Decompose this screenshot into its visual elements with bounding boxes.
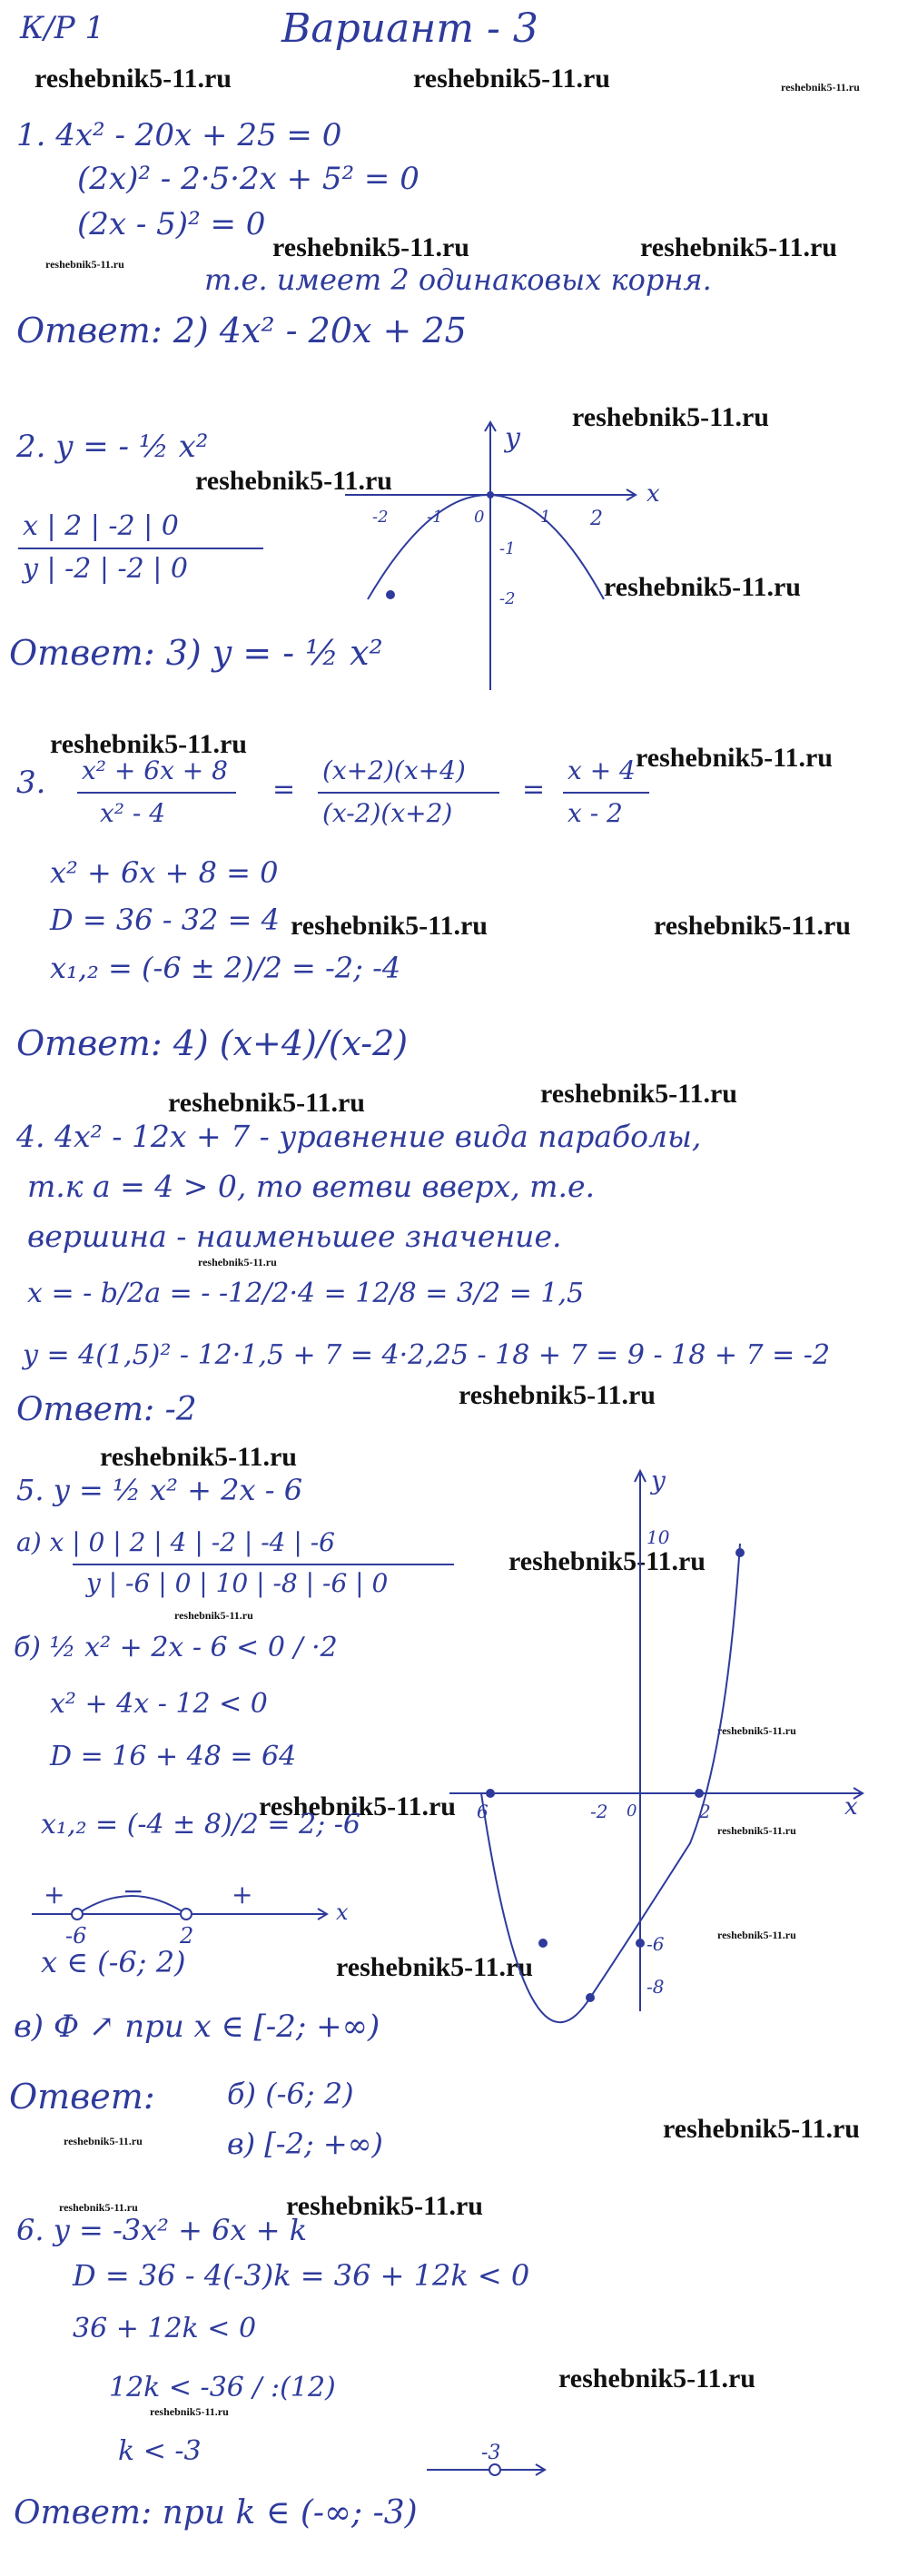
watermark: reshebnik5-11.ru [259, 1791, 456, 1821]
task5-interval: x ∈ (-6; 2) [41, 1945, 186, 1979]
watermark: reshebnik5-11.ru [198, 1256, 277, 1268]
task6-point [489, 2464, 500, 2475]
task3-frac2-top: (x+2)(x+4) [322, 755, 466, 785]
task2-x-label: x [646, 480, 660, 508]
watermark: reshebnik5-11.ru [195, 466, 392, 496]
task2-tick: -1 [427, 508, 443, 527]
task5-tick: -8 [646, 1976, 665, 1998]
task5-tick: 6 [477, 1801, 489, 1822]
task6-answer: Ответ: при k ∈ (-∞; -3) [14, 2494, 418, 2532]
task4-line2: т.к a = 4 > 0, то ветви вверх, т.е. [27, 1169, 595, 1204]
task1-line4: т.е. имеет 2 одинаковых корня. [204, 262, 712, 297]
sign-point-label: 2 [180, 1923, 194, 1949]
task5-answer-v: в) [-2; +∞) [227, 2127, 383, 2161]
watermark: reshebnik5-11.ru [717, 1724, 796, 1737]
task2-answer: Ответ: 3) y = - ½ x² [9, 633, 383, 673]
watermark: reshebnik5-11.ru [717, 1824, 796, 1837]
watermark: reshebnik5-11.ru [35, 64, 232, 94]
task5-table-x: a) x | 0 | 2 | 4 | -2 | -4 | -6 [16, 1527, 335, 1557]
watermark: reshebnik5-11.ru [336, 1952, 533, 1982]
watermark: reshebnik5-11.ru [100, 1442, 297, 1472]
watermark: reshebnik5-11.ru [413, 64, 610, 94]
watermark: reshebnik5-11.ru [663, 2114, 860, 2144]
task2-tick: -2 [499, 589, 516, 608]
watermark: reshebnik5-11.ru [150, 2405, 229, 2418]
task6-line4: 12k < -36 / :(12) [109, 2372, 336, 2403]
task3-answer: Ответ: 4) (x+4)/(x-2) [16, 1023, 409, 1063]
task2-func: 2. y = - ½ x² [16, 429, 209, 465]
task3-frac3-bot: x - 2 [568, 798, 623, 828]
watermark: reshebnik5-11.ru [272, 232, 469, 262]
task1-line1: 1. 4x² - 20x + 25 = 0 [16, 117, 342, 153]
watermark: reshebnik5-11.ru [64, 2135, 143, 2147]
task1-line3: (2x - 5)² = 0 [77, 206, 266, 242]
task5-tick: 0 [627, 1801, 637, 1821]
task4-line3: вершина - наименьшее значение. [27, 1219, 562, 1254]
task4-answer: Ответ: -2 [16, 1391, 197, 1428]
task5-x-label: x [844, 1793, 858, 1821]
task5-table-y: y | -6 | 0 | 10 | -8 | -6 | 0 [86, 1568, 389, 1598]
sign-plus-right: + [232, 1880, 253, 1910]
task4-line1: 4. 4x² - 12x + 7 - уравнение вида параболы, [16, 1119, 702, 1154]
watermark: reshebnik5-11.ru [50, 729, 247, 759]
sign-point-label: -6 [65, 1923, 87, 1949]
sign-plus-left: + [44, 1880, 65, 1910]
task5-answer-label: Ответ: [9, 2077, 155, 2117]
watermark: reshebnik5-11.ru [286, 2191, 483, 2221]
header-variant: Вариант - 3 [281, 5, 538, 52]
task3-line2: D = 36 - 32 = 4 [50, 903, 280, 937]
watermark: reshebnik5-11.ru [540, 1079, 737, 1109]
watermark: reshebnik5-11.ru [572, 402, 769, 432]
task5-b4: x₁,₂ = (-4 ± 8)/2 = 2; -6 [41, 1809, 361, 1841]
watermark: reshebnik5-11.ru [291, 911, 488, 941]
task5-y-label: y [651, 1466, 666, 1495]
task3-eq2: = [522, 774, 546, 805]
watermark: reshebnik5-11.ru [654, 911, 851, 941]
watermark: reshebnik5-11.ru [717, 1929, 796, 1941]
task6-axis-point: -3 [481, 2442, 501, 2464]
task5-v: в) Ф ↗ при x ∈ [-2; +∞) [14, 2008, 380, 2045]
task5-b1: б) ½ x² + 2x - 6 < 0 / ·2 [14, 1632, 338, 1663]
task3-line3: x₁,₂ = (-6 ± 2)/2 = -2; -4 [50, 951, 401, 985]
task5-b2: x² + 4x - 12 < 0 [50, 1688, 268, 1720]
task3-frac3-top: x + 4 [568, 755, 636, 785]
task2-table-y: y | -2 | -2 | 0 [23, 553, 189, 585]
sign-minus: − [123, 1876, 144, 1906]
watermark: reshebnik5-11.ru [781, 81, 860, 94]
task2-tick: 1 [540, 508, 551, 527]
sign-var: x [336, 1900, 349, 1925]
task3-num: 3. [16, 765, 46, 801]
watermark: reshebnik5-11.ru [508, 1546, 706, 1576]
task1-answer: Ответ: 2) 4x² - 20x + 25 [16, 311, 467, 350]
task3-frac1-bot: x² - 4 [100, 798, 166, 828]
watermark: reshebnik5-11.ru [558, 2364, 755, 2393]
task2-tick: -2 [372, 508, 389, 527]
task3-line1: x² + 6x + 8 = 0 [50, 855, 279, 890]
task5-answer-b: б) (-6; 2) [227, 2077, 354, 2111]
task4-line4: x = - b/2a = - -12/2·4 = 12/8 = 3/2 = 1,5 [27, 1278, 585, 1309]
task6-line2: D = 36 - 4(-3)k = 36 + 12k < 0 [73, 2258, 530, 2293]
task5-tick: -2 [590, 1801, 608, 1822]
watermark: reshebnik5-11.ru [636, 743, 833, 773]
task3-eq1: = [272, 774, 296, 805]
header-kr: К/Р 1 [20, 10, 105, 46]
task2-tick: 0 [474, 508, 485, 527]
watermark: reshebnik5-11.ru [59, 2201, 138, 2214]
task2-tick: -1 [499, 539, 516, 558]
watermark: reshebnik5-11.ru [45, 258, 124, 271]
task1-line2: (2x)² - 2·5·2x + 5² = 0 [77, 161, 419, 197]
watermark: reshebnik5-11.ru [168, 1088, 365, 1118]
task3-frac2-bot: (x-2)(x+2) [322, 798, 453, 828]
task4-line5: y = 4(1,5)² - 12·1,5 + 7 = 4·2,25 - 18 + 7 = 9 - 18 + 7 = -2 [23, 1339, 831, 1371]
task6-line5: k < -3 [118, 2435, 202, 2467]
task5-tick: -6 [646, 1933, 665, 1955]
task5-tick: 10 [646, 1526, 670, 1548]
task5-b3: D = 16 + 48 = 64 [50, 1741, 297, 1772]
watermark: reshebnik5-11.ru [459, 1380, 656, 1410]
watermark: reshebnik5-11.ru [174, 1609, 253, 1622]
task6-line1: 6. y = -3x² + 6x + k [16, 2213, 308, 2247]
task5-tick: 2 [699, 1801, 711, 1822]
task6-line3: 36 + 12k < 0 [73, 2313, 257, 2344]
task3-frac1-top: x² + 6x + 8 [82, 755, 228, 785]
watermark: reshebnik5-11.ru [604, 572, 801, 602]
task2-tick: 2 [590, 508, 603, 530]
task5-func: 5. y = ½ x² + 2x - 6 [16, 1473, 303, 1507]
task2-table-x: x | 2 | -2 | 0 [23, 510, 179, 542]
watermark: reshebnik5-11.ru [640, 232, 837, 262]
task2-y-label: y [505, 422, 520, 454]
